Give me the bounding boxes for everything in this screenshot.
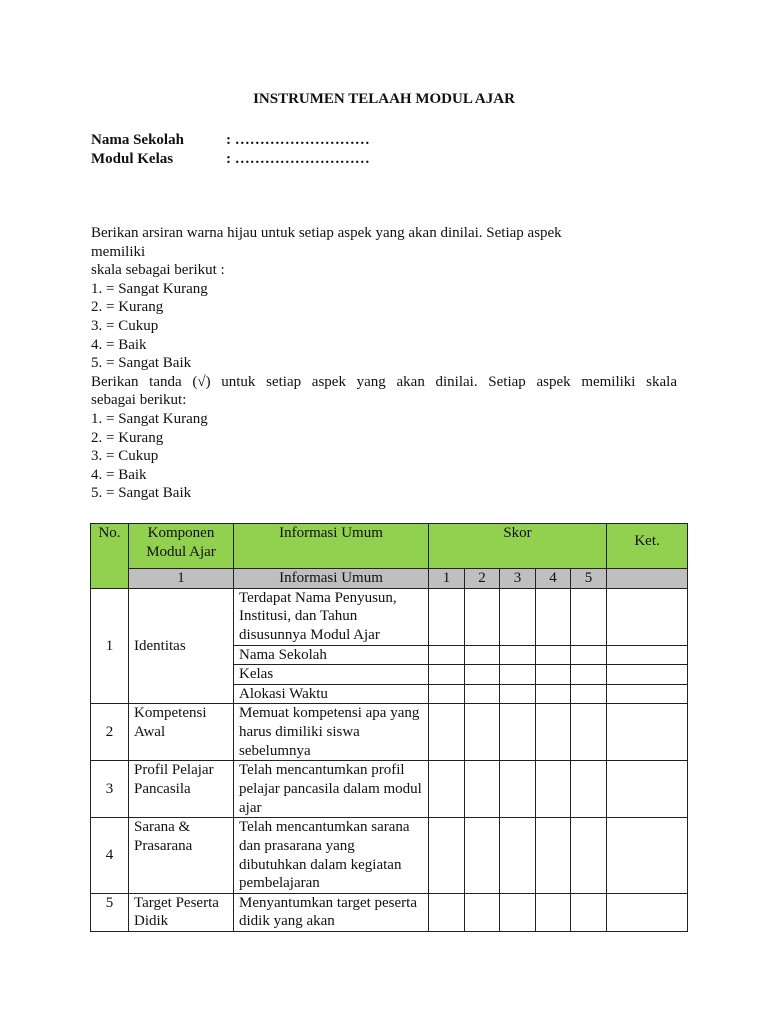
instructions-green-shading [91, 224, 677, 503]
row-komponen: Kompetensi Awal [129, 704, 234, 761]
scale-item: 3. = Cukup [91, 317, 159, 334]
score-cell[interactable] [571, 704, 607, 761]
score-cell[interactable] [571, 893, 607, 931]
scale-item: 5. = Sangat Baik [91, 355, 192, 372]
subheader-score-4: 4 [536, 569, 571, 589]
table-row [91, 704, 688, 761]
scale-item: 5. = Sangat Baik [91, 485, 192, 502]
field-value: : ……………………… [226, 151, 370, 167]
field-modul-kelas [91, 150, 370, 169]
row-komponen: Sarana & Prasarana [129, 818, 234, 893]
instruction-text: skala sebagai berikut : [91, 262, 225, 279]
row-number: 2 [91, 704, 129, 761]
ket-cell[interactable] [607, 645, 688, 665]
table-row [91, 588, 688, 645]
score-cell[interactable] [465, 818, 500, 893]
row-komponen: Identitas [129, 588, 234, 704]
row-number: 3 [91, 761, 129, 818]
score-cell[interactable] [500, 761, 536, 818]
score-cell[interactable] [500, 665, 536, 685]
row-number: 4 [91, 818, 129, 893]
score-cell[interactable] [429, 893, 465, 931]
row-informasi: Kelas [234, 665, 429, 685]
subheader-score-3: 3 [500, 569, 536, 589]
row-informasi: Telah mencantumkan profil pelajar pancasila dalam modul ajar [234, 761, 429, 818]
score-cell[interactable] [500, 684, 536, 704]
score-cell[interactable] [571, 665, 607, 685]
row-informasi: Menyantumkan target peserta didik yang akan [234, 893, 429, 931]
score-cell[interactable] [500, 645, 536, 665]
score-cell[interactable] [500, 704, 536, 761]
table-row [91, 893, 688, 931]
score-cell[interactable] [500, 588, 536, 645]
score-cell[interactable] [536, 588, 571, 645]
score-cell[interactable] [536, 818, 571, 893]
score-cell[interactable] [465, 684, 500, 704]
score-cell[interactable] [465, 761, 500, 818]
field-label: Nama Sekolah [91, 132, 184, 148]
subheader-komponen: 1 [129, 569, 234, 589]
table-subheader-row [91, 569, 688, 589]
table-header-row [91, 524, 688, 569]
header-informasi: Informasi Umum [234, 524, 429, 569]
score-cell[interactable] [536, 665, 571, 685]
ket-cell[interactable] [607, 704, 688, 761]
header-skor: Skor [429, 524, 607, 569]
table-row [91, 818, 688, 893]
score-cell[interactable] [571, 684, 607, 704]
score-cell[interactable] [571, 645, 607, 665]
score-cell[interactable] [571, 818, 607, 893]
score-cell[interactable] [465, 665, 500, 685]
row-informasi: Terdapat Nama Penyusun, Institusi, dan Tahun disusunnya Modul Ajar [234, 588, 429, 645]
score-cell[interactable] [429, 588, 465, 645]
score-cell[interactable] [429, 704, 465, 761]
instruction-text: sebagai berikut: [91, 392, 187, 409]
scale-item: 4. = Baik [91, 336, 147, 353]
document-title: INSTRUMEN TELAAH MODUL AJAR [253, 91, 515, 107]
score-cell[interactable] [429, 665, 465, 685]
header-ket: Ket. [607, 524, 688, 569]
scale-item: 2. = Kurang [91, 429, 164, 446]
row-informasi: Memuat kompetensi apa yang harus dimiliki siswa sebelumnya [234, 704, 429, 761]
row-komponen: Profil Pelajar Pancasila [129, 761, 234, 818]
ket-cell[interactable] [607, 761, 688, 818]
review-table [90, 523, 688, 932]
ket-cell[interactable] [607, 665, 688, 685]
field-nama-sekolah [91, 131, 370, 150]
instruction-text: Berikan arsiran warna hijau untuk setiap aspek yang akan dinilai. Setiap aspek [91, 225, 562, 241]
row-informasi: Alokasi Waktu [234, 684, 429, 704]
score-cell[interactable] [536, 645, 571, 665]
table-row [91, 761, 688, 818]
score-cell[interactable] [429, 645, 465, 665]
scale-item: 3. = Cukup [91, 448, 159, 465]
score-cell[interactable] [465, 645, 500, 665]
scale-item: 1. = Sangat Kurang [91, 280, 208, 297]
row-number: 5 [91, 893, 129, 931]
score-cell[interactable] [536, 684, 571, 704]
ket-cell[interactable] [607, 684, 688, 704]
row-komponen: Target Peserta Didik [129, 893, 234, 931]
score-cell[interactable] [465, 893, 500, 931]
score-cell[interactable] [465, 704, 500, 761]
score-cell[interactable] [536, 704, 571, 761]
field-value: : ……………………… [226, 132, 370, 148]
ket-cell[interactable] [607, 893, 688, 931]
row-number: 1 [91, 588, 129, 704]
ket-cell[interactable] [607, 818, 688, 893]
score-cell[interactable] [571, 761, 607, 818]
row-informasi: Telah mencantumkan sarana dan prasarana yang dibutuhkan dalam kegiatan pembelajaran [234, 818, 429, 893]
header-komponen: Komponen Modul Ajar [129, 524, 234, 569]
score-cell[interactable] [429, 818, 465, 893]
subheader-score-2: 2 [465, 569, 500, 589]
scale-item: 1. = Sangat Kurang [91, 410, 208, 427]
score-cell[interactable] [500, 893, 536, 931]
header-no: No. [91, 524, 129, 589]
score-cell[interactable] [536, 761, 571, 818]
subheader-score-5: 5 [571, 569, 607, 589]
ket-cell[interactable] [607, 588, 688, 645]
subheader-ket [607, 569, 688, 589]
instruction-text: Berikan tanda (√) untuk setiap aspek yang akan dinilai. Setiap aspek memiliki skala [91, 373, 677, 390]
instruction-text: memiliki [91, 243, 146, 260]
field-label: Modul Kelas [91, 151, 174, 167]
scale-item: 4. = Baik [91, 466, 147, 483]
score-cell[interactable] [500, 818, 536, 893]
score-cell[interactable] [571, 588, 607, 645]
subheader-informasi: Informasi Umum [234, 569, 429, 589]
score-cell[interactable] [465, 588, 500, 645]
scale-item: 2. = Kurang [91, 299, 164, 316]
subheader-score-1: 1 [429, 569, 465, 589]
score-cell[interactable] [429, 684, 465, 704]
score-cell[interactable] [429, 761, 465, 818]
score-cell[interactable] [536, 893, 571, 931]
row-informasi: Nama Sekolah [234, 645, 429, 665]
